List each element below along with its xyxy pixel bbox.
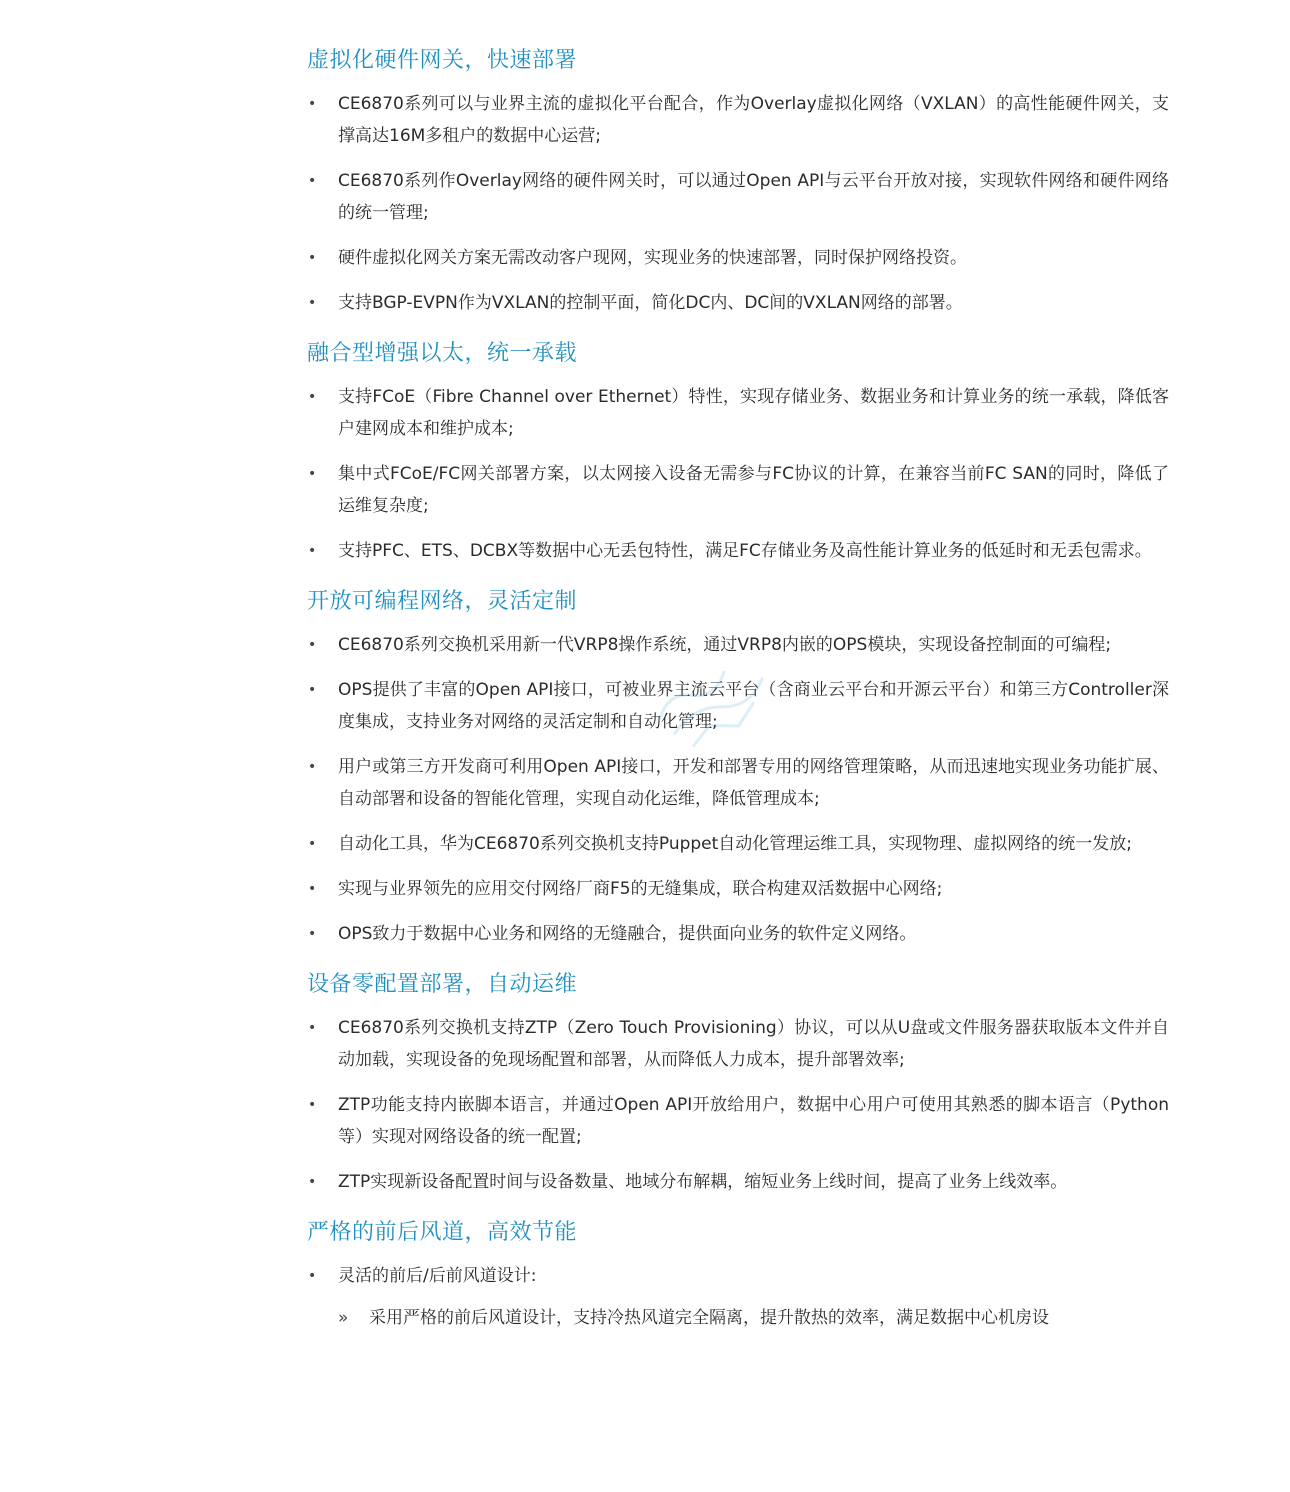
- section-programmable-network: [307, 585, 1169, 950]
- section-title: 开放可编程网络，灵活定制: [307, 589, 578, 614]
- list-item: • 实现与业界领先的应用交付网络厂商F5的无缝集成，联合构建双活数据中心网络;: [307, 873, 1169, 905]
- bullet-list: [307, 381, 1169, 567]
- document-page: [307, 44, 1169, 1352]
- section-title: 融合型增强以太，统一承载: [307, 341, 578, 366]
- list-item-text: 灵活的前后/后前风道设计:: [338, 1266, 537, 1286]
- bullet-list: [307, 88, 1169, 319]
- list-item: • 集中式FCoE/FC网关部署方案，以太网接入设备无需参与FC协议的计算，在兼容当前FC SAN的同时，降低了运维复杂度;: [307, 458, 1169, 522]
- list-item: • 硬件虚拟化网关方案无需改动客户现网，实现业务的快速部署，同时保护网络投资。: [307, 242, 1169, 274]
- list-item: • 支持BGP-EVPN作为VXLAN的控制平面，简化DC内、DC间的VXLAN网络的部署。: [307, 287, 1169, 319]
- list-item: • CE6870系列交换机支持ZTP（Zero Touch Provisioning）协议，可以从U盘或文件服务器获取版本文件并自动加载，实现设备的免现场配置和部署，从而降低人力成本，提升部署效率;: [307, 1012, 1169, 1076]
- list-item: • ZTP实现新设备配置时间与设备数量、地域分布解耦，缩短业务上线时间，提高了业务上线效率。: [307, 1166, 1169, 1198]
- list-item: • OPS提供了丰富的Open API接口，可被业界主流云平台（含商业云平台和开源云平台）和第三方Controller深度集成，支持业务对网络的灵活定制和自动化管理;: [307, 674, 1169, 738]
- list-item: • CE6870系列作Overlay网络的硬件网关时，可以通过Open API与云平台开放对接，实现软件网络和硬件网络的统一管理;: [307, 165, 1169, 229]
- list-item: • 用户或第三方开发商可利用Open API接口，开发和部署专用的网络管理策略，从而迅速地实现业务功能扩展、自动部署和设备的智能化管理，实现自动化运维，降低管理成本;: [307, 751, 1169, 815]
- section-title: 虚拟化硬件网关，快速部署: [307, 48, 578, 73]
- list-item: • OPS致力于数据中心业务和网络的无缝融合，提供面向业务的软件定义网络。: [307, 918, 1169, 950]
- section-title: 设备零配置部署，自动运维: [307, 972, 578, 997]
- list-item: • CE6870系列交换机采用新一代VRP8操作系统，通过VRP8内嵌的OPS模块，实现设备控制面的可编程;: [307, 629, 1169, 661]
- list-item: • 支持PFC、ETS、DCBX等数据中心无丢包特性，满足FC存储业务及高性能计算业务的低延时和无丢包需求。: [307, 535, 1169, 567]
- list-item: [307, 1260, 1169, 1334]
- list-item: • CE6870系列可以与业界主流的虚拟化平台配合，作为Overlay虚拟化网络（VXLAN）的高性能硬件网关，支撑高达16M多租户的数据中心运营;: [307, 88, 1169, 152]
- sub-list-item: » 采用严格的前后风道设计，支持冷热风道完全隔离，提升散热的效率，满足数据中心机房设: [338, 1302, 1169, 1334]
- section-virtualization-gateway: [307, 44, 1169, 319]
- bullet-list: [307, 1260, 1169, 1334]
- section-airflow: [307, 1216, 1169, 1334]
- section-converged-ethernet: [307, 337, 1169, 567]
- list-item: • ZTP功能支持内嵌脚本语言，并通过Open API开放给用户，数据中心用户可使用其熟悉的脚本语言（Python等）实现对网络设备的统一配置;: [307, 1089, 1169, 1153]
- bullet-list: [307, 629, 1169, 950]
- sub-list: [338, 1302, 1169, 1334]
- list-item: • 支持FCoE（Fibre Channel over Ethernet）特性，实现存储业务、数据业务和计算业务的统一承载，降低客户建网成本和维护成本;: [307, 381, 1169, 445]
- bullet-list: [307, 1012, 1169, 1198]
- list-item: • 自动化工具，华为CE6870系列交换机支持Puppet自动化管理运维工具，实现物理、虚拟网络的统一发放;: [307, 828, 1169, 860]
- section-zero-touch-provisioning: [307, 968, 1169, 1198]
- section-title: 严格的前后风道，高效节能: [307, 1220, 578, 1245]
